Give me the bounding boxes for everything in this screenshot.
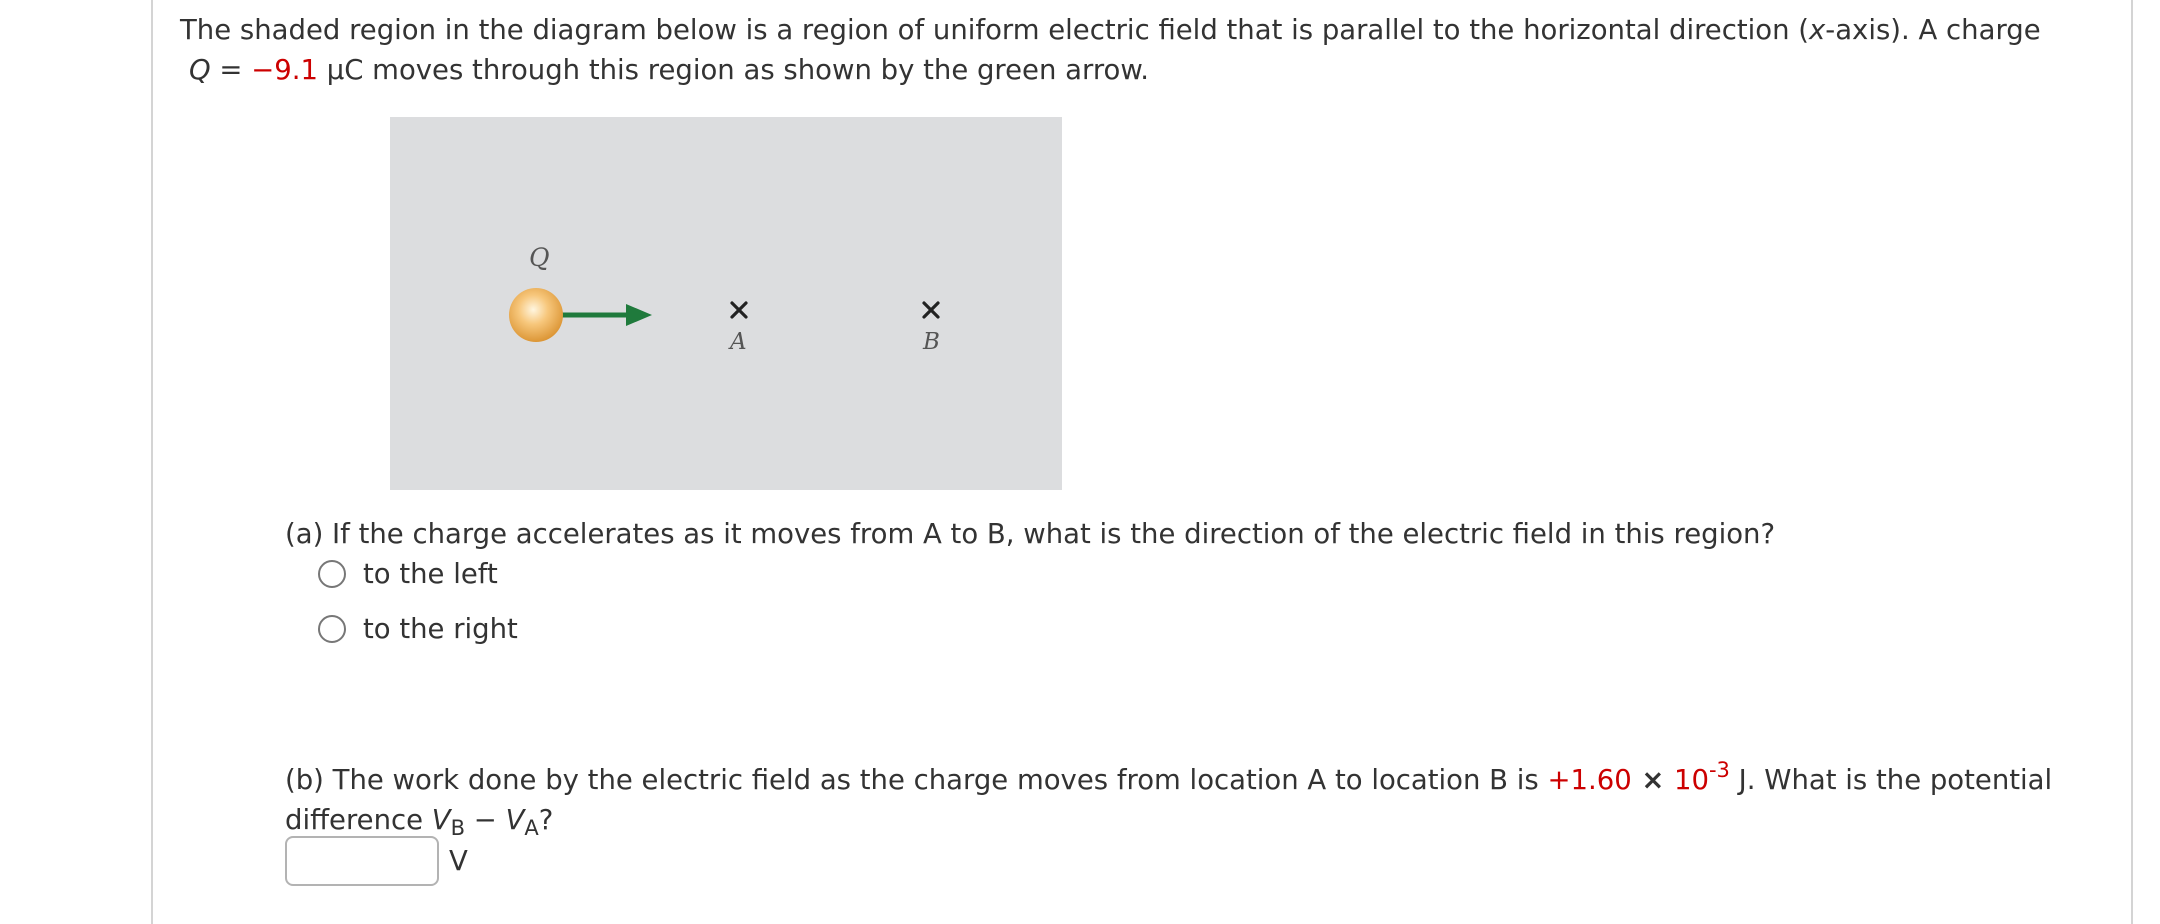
field-diagram — [390, 117, 1062, 490]
intro-text-3: moves through this region as shown by the green arrow. — [363, 54, 1150, 86]
equals-sign: = — [210, 54, 252, 86]
option-to-the-left[interactable] — [318, 554, 498, 594]
radio-left[interactable] — [318, 560, 346, 588]
subscript-b: B — [450, 816, 466, 840]
work-base: 10 — [1673, 764, 1709, 796]
option-to-the-right[interactable] — [318, 609, 518, 649]
charge-unit: μC — [317, 54, 364, 86]
times-sign: × — [1631, 764, 1674, 796]
charge-label: Q — [529, 243, 550, 272]
x-variable: x — [1808, 14, 1826, 46]
charge-variable: Q — [189, 54, 211, 86]
point-b-label: B — [923, 329, 940, 355]
charge-value: −9.1 — [251, 54, 318, 86]
unit-label: V — [449, 845, 468, 877]
part-a-question: (a) If the charge accelerates as it moves from A to B, what is the direction of the electric field in this region? — [285, 518, 1776, 550]
point-a-label: A — [730, 329, 747, 355]
subscript-a: A — [524, 816, 539, 840]
potential-b-variable: V — [431, 804, 451, 836]
diagram-canvas — [390, 117, 1062, 490]
part-b-text-2: J. What is the potential difference — [285, 764, 2053, 836]
work-value: +1.60 — [1547, 764, 1632, 796]
part-b-question — [285, 750, 2115, 848]
option-right-label: to the right — [363, 613, 518, 645]
intro-text: The shaded region in the diagram below is a region of uniform electric field that is parallel to the horizontal direction ( — [180, 14, 1809, 46]
answer-row — [285, 836, 468, 886]
work-exponent: -3 — [1708, 758, 1730, 782]
potential-difference-input[interactable] — [285, 836, 439, 886]
option-left-label: to the left — [363, 558, 498, 590]
intro-text-2: -axis). A charge — [1825, 14, 2041, 46]
question-mark: ? — [538, 804, 554, 836]
radio-right[interactable] — [318, 615, 346, 643]
charge-sphere — [509, 288, 563, 342]
potential-a-variable: V — [505, 804, 525, 836]
left-border — [151, 0, 153, 924]
part-b-text: (b) The work done by the electric field as the charge moves from location A to location B is — [285, 764, 1548, 796]
minus-sign: − — [465, 804, 506, 836]
right-border — [2131, 0, 2133, 924]
point-b-marker — [924, 303, 938, 317]
point-a-marker — [732, 303, 746, 317]
problem-statement — [180, 10, 2120, 90]
